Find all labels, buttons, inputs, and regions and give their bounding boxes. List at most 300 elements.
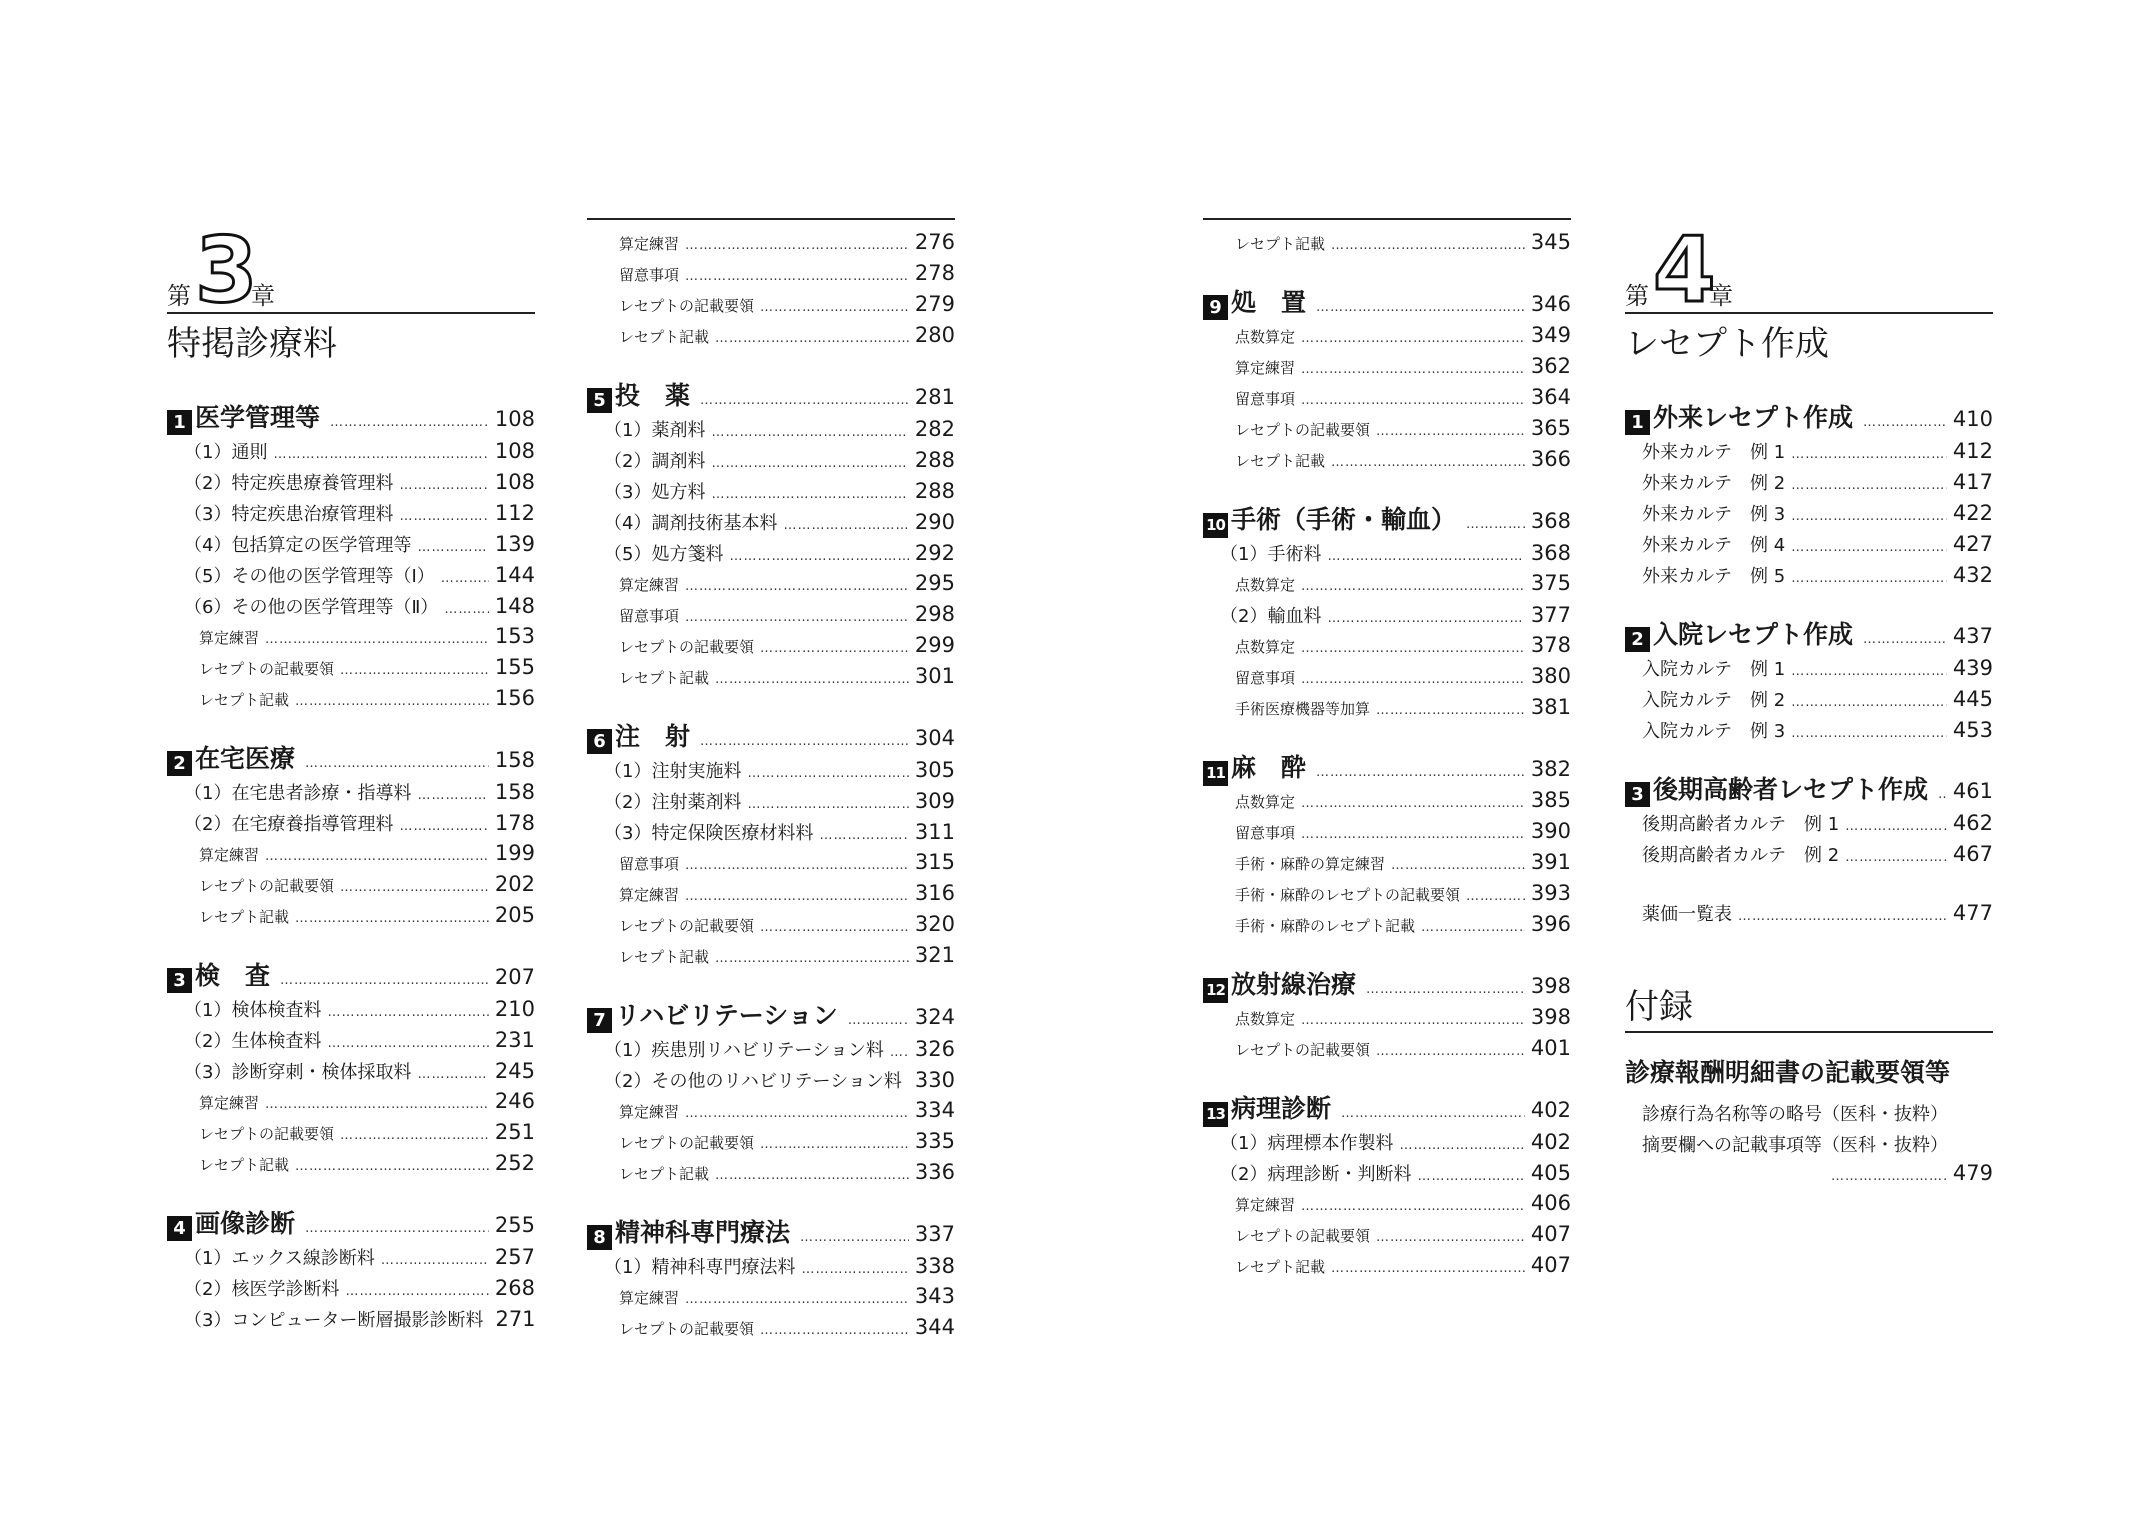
entry-label: （6）その他の医学管理等（Ⅱ） [184, 597, 439, 618]
leader-dots [1301, 393, 1525, 408]
page-number: 231 [494, 1028, 535, 1052]
entry-label: 算定練習 [619, 886, 680, 904]
leader-dots [685, 579, 909, 594]
chapter-3-heading [167, 214, 535, 323]
page-number: 407 [1530, 1222, 1571, 1246]
entry-label: レセプト記載 [619, 669, 710, 687]
toc-entry[interactable] [167, 903, 535, 934]
toc-entry[interactable] [1203, 695, 1571, 726]
leader-dots [399, 509, 488, 524]
section-title: 画像診断 [195, 1209, 296, 1238]
page-number: 295 [914, 571, 955, 595]
leader-dots [760, 300, 909, 315]
section-badge: 3 [167, 968, 192, 993]
page-number: 326 [914, 1037, 955, 1061]
leader-dots [295, 1159, 489, 1174]
toc-entry[interactable] [1203, 881, 1571, 912]
toc-entry[interactable] [587, 261, 955, 292]
leader-dots [848, 1013, 909, 1028]
toc-section[interactable] [587, 717, 955, 757]
entry-label: 点数算定 [1235, 576, 1296, 594]
leader-dots [340, 880, 489, 895]
page-number: 398 [1530, 974, 1571, 998]
entry-label: 手術・麻酔の算定練習 [1235, 855, 1386, 873]
toc-section[interactable] [167, 739, 535, 779]
page-number: 309 [914, 789, 955, 813]
page-number: 158 [494, 780, 535, 804]
page-number: 417 [1952, 470, 1993, 494]
toc-entry[interactable] [587, 292, 955, 323]
page-number: 336 [914, 1160, 955, 1184]
toc-entry[interactable] [1203, 416, 1571, 447]
toc-entry[interactable] [167, 624, 535, 655]
leader-dots [715, 951, 909, 966]
page-number: 276 [914, 230, 955, 254]
toc-entry[interactable] [587, 571, 955, 602]
toc-entry[interactable] [1203, 1222, 1571, 1253]
entry-label: レセプトの記載要領 [199, 877, 335, 895]
page-number: 280 [914, 323, 955, 347]
entry-label: （1）通則 [184, 442, 268, 463]
toc-entry[interactable] [167, 1151, 535, 1182]
toc-entry[interactable] [1203, 1191, 1571, 1222]
leader-dots [1791, 664, 1947, 679]
page-number: 108 [494, 407, 535, 431]
toc-entry[interactable] [587, 416, 955, 447]
entry-label: （4）調剤技術基本料 [604, 513, 778, 534]
toc-entry[interactable] [1203, 354, 1571, 385]
toc-entry[interactable] [587, 633, 955, 664]
entry-label: レセプトの記載要領 [1235, 1227, 1371, 1245]
toc-entry[interactable] [167, 996, 535, 1027]
section-badge: 8 [587, 1225, 612, 1250]
leader-dots [381, 1253, 489, 1268]
toc-entry[interactable] [1625, 531, 1993, 562]
leader-dots [417, 540, 488, 555]
page-number: 311 [914, 820, 955, 844]
toc-entry[interactable] [587, 757, 955, 788]
leader-dots [295, 694, 489, 709]
leader-dots [1938, 787, 1947, 802]
toc-entry[interactable] [167, 562, 535, 593]
toc-section[interactable] [1203, 283, 1571, 323]
page-number: 281 [914, 385, 955, 409]
section-badge: 10 [1203, 513, 1228, 538]
toc-entry[interactable] [167, 686, 535, 717]
leader-dots [1791, 478, 1947, 493]
toc-entry[interactable] [167, 810, 535, 841]
page-number: 288 [914, 448, 955, 472]
leader-dots [685, 610, 909, 625]
leader-dots [1399, 1138, 1524, 1153]
page-number: 210 [494, 997, 535, 1021]
entry-label: 外来カルテ 例 5 [1642, 566, 1786, 587]
entry-label: （1）注射実施料 [604, 761, 742, 782]
page-number: 321 [914, 943, 955, 967]
toc-entry[interactable] [587, 1036, 955, 1067]
page-number: 334 [914, 1098, 955, 1122]
toc-entry[interactable] [1203, 819, 1571, 850]
page-number: 382 [1530, 757, 1571, 781]
toc-section[interactable] [1203, 748, 1571, 788]
toc-entry[interactable] [1203, 1160, 1571, 1191]
page-number: 439 [1952, 656, 1993, 680]
leader-dots [1376, 703, 1525, 718]
leader-dots [345, 1284, 488, 1299]
entry-label: （5）その他の医学管理等（Ⅰ） [184, 566, 435, 587]
entry-label: 手術医療機器等加算 [1235, 700, 1371, 718]
leader-dots [1341, 1106, 1525, 1121]
section-badge: 6 [587, 729, 612, 754]
entry-label: 算定練習 [1235, 1196, 1296, 1214]
toc-section[interactable] [587, 1213, 955, 1253]
toc-entry[interactable] [587, 540, 955, 571]
page-number: 432 [1952, 563, 1993, 587]
leader-dots [1327, 549, 1524, 564]
page-number: 402 [1530, 1098, 1571, 1122]
chapter-3-title: 特掲診療料 [167, 324, 337, 364]
section-title: 手術（手術・輸血） [1231, 505, 1457, 534]
toc-section[interactable] [167, 1204, 535, 1244]
page-number: 290 [914, 510, 955, 534]
entry-label: 算定練習 [619, 576, 680, 594]
entry-label: レセプト記載 [619, 1165, 710, 1183]
toc-entry[interactable] [1203, 664, 1571, 695]
toc-entry[interactable] [167, 531, 535, 562]
leader-dots [1331, 1261, 1525, 1276]
leader-dots [1301, 672, 1525, 687]
toc-section[interactable] [1625, 770, 1993, 810]
toc-entry[interactable] [587, 1315, 955, 1346]
toc-entry[interactable] [167, 500, 535, 531]
toc-entry[interactable] [1203, 385, 1571, 416]
toc-entry[interactable] [1203, 602, 1571, 633]
chapter-sho: 章 [251, 282, 275, 310]
toc-section[interactable] [1625, 398, 1993, 438]
leader-dots [1331, 238, 1525, 253]
leader-dots [1301, 331, 1525, 346]
entry-label: （3）特定疾患治療管理料 [184, 504, 394, 525]
leader-dots [1791, 695, 1947, 710]
page-number: 368 [1530, 541, 1571, 565]
section-title: 注 射 [615, 722, 691, 751]
page-number: 402 [1530, 1130, 1571, 1154]
page-number: 344 [914, 1315, 955, 1339]
toc-entry[interactable] [1203, 230, 1571, 261]
entry-label: レセプトの記載要領 [619, 638, 755, 656]
page-number: 365 [1530, 416, 1571, 440]
toc-entry[interactable] [167, 1027, 535, 1058]
toc-column-3 [1203, 218, 1571, 1284]
section-badge: 2 [1625, 627, 1650, 652]
leader-dots [1845, 850, 1947, 865]
toc-section[interactable] [167, 956, 535, 996]
entry-label: （5）処方箋料 [604, 544, 724, 565]
page-number: 375 [1530, 571, 1571, 595]
page-number: 316 [914, 881, 955, 905]
toc-entry[interactable] [167, 1244, 535, 1275]
toc-entry[interactable] [1203, 1129, 1571, 1160]
section-title: 病理診断 [1231, 1094, 1332, 1123]
toc-entry[interactable] [1203, 323, 1571, 354]
section-title: 在宅医療 [195, 744, 296, 773]
entry-label: （2）注射薬剤料 [604, 792, 742, 813]
entry-label: （1）薬剤料 [604, 420, 706, 441]
toc-entry[interactable] [167, 1058, 535, 1089]
toc-column-4 [1625, 214, 1993, 1192]
leader-dots [399, 819, 488, 834]
toc-entry[interactable] [167, 1275, 535, 1306]
toc-column-2 [587, 218, 955, 1346]
toc-entry[interactable] [587, 509, 955, 540]
section-title: 検 査 [195, 961, 271, 990]
toc-entry[interactable] [1625, 500, 1993, 531]
leader-dots [685, 269, 909, 284]
page-number: 477 [1952, 901, 1993, 925]
toc-entry[interactable] [587, 323, 955, 354]
leader-dots [330, 415, 489, 430]
toc-entry[interactable] [587, 1160, 955, 1191]
section-badge: 2 [167, 751, 192, 776]
section-badge: 7 [587, 1008, 612, 1033]
leader-dots [715, 672, 909, 687]
toc-entry[interactable] [167, 1089, 535, 1120]
entry-label: 外来カルテ 例 1 [1642, 442, 1786, 463]
entry-label: レセプト記載 [199, 1156, 290, 1174]
toc-section[interactable] [1625, 615, 1993, 655]
page-number: 315 [914, 850, 955, 874]
toc-entry[interactable] [587, 788, 955, 819]
toc-entry[interactable] [1203, 447, 1571, 478]
leader-dots [800, 1230, 909, 1245]
entry-label: レセプト記載 [199, 691, 290, 709]
appendix-item[interactable]: 診療行為名称等の略号（医科・抜粋） [1642, 1104, 1948, 1125]
toc-entry[interactable] [587, 1253, 955, 1284]
page-number: 279 [914, 292, 955, 316]
leader-dots [327, 1036, 488, 1051]
page-number: 390 [1530, 819, 1571, 843]
toc-entry[interactable] [1625, 469, 1993, 500]
entry-label: 手術・麻酔のレセプトの記載要領 [1235, 886, 1461, 904]
toc-entry[interactable] [587, 1284, 955, 1315]
toc-entry[interactable] [167, 872, 535, 903]
toc-entry[interactable] [1625, 438, 1993, 469]
appendix-subtitle: 診療報酬明細書の記載要領等 [1625, 1058, 1951, 1087]
page-number: 362 [1530, 354, 1571, 378]
entry-label: （3）コンピューター断層撮影診断料 [184, 1310, 484, 1331]
page-number: 345 [1530, 230, 1571, 254]
toc-entry[interactable] [167, 1306, 535, 1337]
page-number: 366 [1530, 447, 1571, 471]
page-number: 207 [494, 965, 535, 989]
entry-label: 後期高齢者カルテ 例 2 [1642, 845, 1840, 866]
page-number: 346 [1530, 292, 1571, 316]
toc-entry[interactable] [1203, 571, 1571, 602]
leader-dots [1466, 517, 1525, 532]
toc-section[interactable] [587, 376, 955, 416]
toc-entry[interactable] [1625, 717, 1993, 748]
leader-dots [729, 549, 908, 564]
toc-entry[interactable] [1203, 1005, 1571, 1036]
toc-entry[interactable] [587, 881, 955, 912]
page-number: 156 [494, 686, 535, 710]
leader-dots [760, 641, 909, 656]
leader-dots [1366, 982, 1525, 997]
toc-entry[interactable] [587, 664, 955, 695]
drug-price-list-entry[interactable] [1625, 900, 1993, 931]
section-badge: 13 [1203, 1102, 1228, 1127]
toc-entry[interactable] [587, 230, 955, 261]
toc-entry[interactable] [587, 943, 955, 974]
leader-dots [295, 911, 489, 926]
page-number: 427 [1952, 532, 1993, 556]
toc-entry[interactable] [1625, 686, 1993, 717]
column-rule [587, 218, 955, 220]
entry-label: 留意事項 [1235, 669, 1296, 687]
toc-entry[interactable] [167, 655, 535, 686]
toc-entry[interactable] [1203, 850, 1571, 881]
toc-section[interactable] [167, 398, 535, 438]
toc-section[interactable] [587, 996, 955, 1036]
leader-dots [747, 766, 908, 781]
leader-dots [1301, 796, 1525, 811]
toc-entry[interactable] [1203, 633, 1571, 664]
leader-dots [890, 1045, 909, 1060]
leader-dots [1421, 920, 1525, 935]
toc-entry[interactable] [167, 593, 535, 624]
leader-dots [327, 1005, 488, 1020]
chapter-4-heading [1625, 214, 1993, 323]
entry-label: レセプトの記載要領 [199, 660, 335, 678]
entry-label: 入院カルテ 例 3 [1642, 721, 1786, 742]
page-number: 401 [1530, 1036, 1571, 1060]
toc-entry[interactable] [587, 1129, 955, 1160]
section-title: 放射線治療 [1231, 970, 1357, 999]
toc-entry[interactable] [587, 602, 955, 633]
leader-dots [1831, 1169, 1947, 1184]
page-number: 349 [1530, 323, 1571, 347]
toc-entry[interactable] [167, 438, 535, 469]
leader-dots [340, 663, 489, 678]
toc-section[interactable] [1203, 1089, 1571, 1129]
appendix-item-page-line[interactable] [1625, 1161, 1993, 1192]
leader-dots [819, 828, 908, 843]
leader-dots [685, 858, 909, 873]
section-title: 医学管理等 [195, 403, 321, 432]
page-number: 320 [914, 912, 955, 936]
toc-entry[interactable] [587, 819, 955, 850]
page-number: 330 [914, 1068, 955, 1092]
leader-dots [1791, 509, 1947, 524]
toc-section[interactable] [1203, 500, 1571, 540]
leader-dots [1738, 909, 1947, 924]
section-title: 外来レセプト作成 [1653, 403, 1854, 432]
leader-dots [801, 1262, 908, 1277]
page-number: 391 [1530, 850, 1571, 874]
toc-entry[interactable] [1625, 562, 1993, 593]
entry-label: （1）検体検査料 [184, 1000, 322, 1021]
section-title: 投 薬 [615, 381, 691, 410]
entry-label: 算定練習 [199, 1094, 260, 1112]
toc-entry[interactable] [167, 469, 535, 500]
page-number: 378 [1530, 633, 1571, 657]
entry-label: （2）病理診断・判断料 [1220, 1164, 1412, 1185]
entry-label: レセプト記載 [619, 948, 710, 966]
page-number: 245 [494, 1059, 535, 1083]
toc-entry[interactable] [587, 447, 955, 478]
page-number: 335 [914, 1129, 955, 1153]
toc-entry[interactable] [1625, 841, 1993, 872]
leader-dots [1791, 726, 1947, 741]
leader-dots [265, 849, 489, 864]
page-number: 288 [914, 479, 955, 503]
leader-dots [444, 602, 489, 617]
toc-entry[interactable] [1203, 788, 1571, 819]
page-number: 251 [494, 1120, 535, 1144]
page-number: 410 [1952, 407, 1993, 431]
page-number: 343 [914, 1284, 955, 1308]
entry-label: 点数算定 [1235, 793, 1296, 811]
page-number: 299 [914, 633, 955, 657]
leader-dots [1301, 1199, 1525, 1214]
toc-entry[interactable] [167, 1120, 535, 1151]
section-badge: 1 [167, 410, 192, 435]
page-number: 292 [914, 541, 955, 565]
page-number: 396 [1530, 912, 1571, 936]
column-rule [1203, 218, 1571, 220]
toc-section[interactable] [1203, 965, 1571, 1005]
toc-entry[interactable] [1203, 912, 1571, 943]
toc-entry[interactable] [167, 841, 535, 872]
page-number: 199 [494, 841, 535, 865]
toc-entry[interactable] [1203, 540, 1571, 571]
section-badge: 1 [1625, 410, 1650, 435]
entry-label: 外来カルテ 例 4 [1642, 535, 1786, 556]
toc-entry[interactable] [587, 1067, 955, 1098]
toc-entry[interactable] [1625, 655, 1993, 686]
page-number: 108 [494, 470, 535, 494]
toc-entry[interactable] [587, 912, 955, 943]
toc-entry[interactable] [167, 779, 535, 810]
entry-label: 点数算定 [1235, 1010, 1296, 1028]
entry-label: 手術・麻酔のレセプト記載 [1235, 917, 1416, 935]
entry-label: 点数算定 [1235, 638, 1296, 656]
page-number: 377 [1530, 603, 1571, 627]
chapter-number: 4 [1653, 218, 1716, 323]
leader-dots [1316, 765, 1525, 780]
entry-label: レセプトの記載要領 [1235, 1041, 1371, 1059]
toc-entry[interactable] [1203, 1253, 1571, 1284]
leader-dots [685, 238, 909, 253]
toc-entry[interactable] [587, 850, 955, 881]
entry-label: 点数算定 [1235, 328, 1296, 346]
toc-entry[interactable] [1625, 810, 1993, 841]
appendix-item[interactable]: 摘要欄への記載事項等（医科・抜粋） [1642, 1135, 1948, 1156]
leader-dots [1417, 1169, 1524, 1184]
section-title: 入院レセプト作成 [1653, 620, 1854, 649]
entry-label: （2）在宅療養指導管理料 [184, 814, 394, 835]
toc-entry[interactable] [587, 1098, 955, 1129]
entry-label: 外来カルテ 例 2 [1642, 473, 1786, 494]
leader-dots [1391, 858, 1525, 873]
toc-entry[interactable] [587, 478, 955, 509]
leader-dots [783, 518, 908, 533]
entry-label: 後期高齢者カルテ 例 1 [1642, 814, 1840, 835]
entry-label: （4）包括算定の医学管理等 [184, 535, 412, 556]
page-number: 437 [1952, 624, 1993, 648]
toc-entry[interactable] [1203, 1036, 1571, 1067]
page-number: 398 [1530, 1005, 1571, 1029]
